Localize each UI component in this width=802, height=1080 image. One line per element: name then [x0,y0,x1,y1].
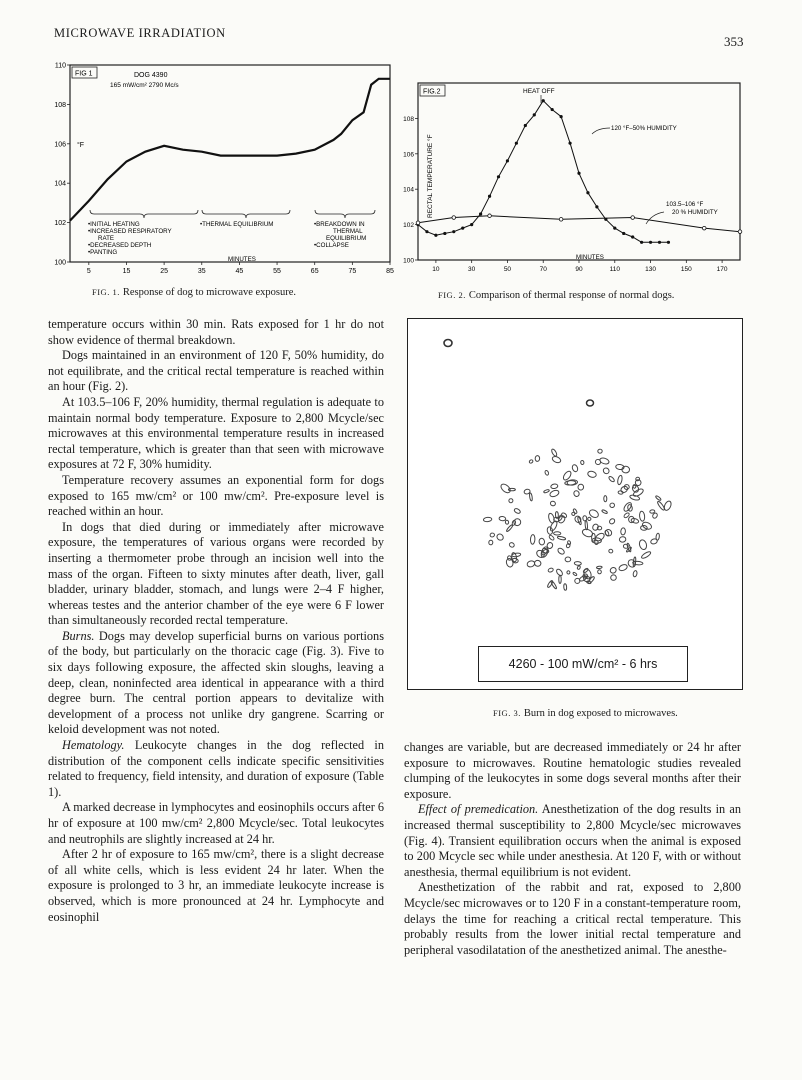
phase-initial-1: •INITIAL HEATING [88,221,140,228]
paragraph [404,802,741,880]
burn-spot [554,532,561,535]
burn-spot [585,520,588,530]
burn-spot [650,538,658,545]
paragraph-lead: Effect of premedication. [418,802,539,817]
fig2-point-1 [577,172,580,175]
fig2-x-tick-label: 150 [680,266,692,273]
burn-spot [573,490,580,497]
fig2-point-1 [434,234,437,237]
phase-breakdown-3: EQUILIBRIUM [326,235,367,242]
paragraph-lead: Burns. [62,628,95,643]
burn-spot [594,532,605,543]
burn-spot [544,470,549,476]
fig1-x-tick-label: 65 [310,268,319,275]
burn-spot [550,501,556,507]
fig3-caption-label: FIG. 3. [493,708,521,718]
fig2-point-1 [667,241,670,244]
fig2-point-1 [613,227,616,230]
fig2-point-2 [738,230,742,234]
fig2-y-tick-label: 104 [403,186,414,194]
burn-spot [555,568,563,576]
burn-spot [505,520,509,524]
fig1-y-tick-label: 106 [54,141,66,149]
paragraph [48,348,384,395]
fig1-x-tick-label: 15 [122,268,131,275]
fig1-x-tick-label: 5 [86,268,91,275]
fig1-x-tick-label: 85 [386,268,394,275]
fig2-point-1 [640,241,643,244]
burn-spot [609,566,617,574]
fig1-x-tick-label: 75 [348,268,357,275]
fig1-x-tick-label: 35 [197,268,206,275]
paragraph [404,740,741,802]
fig1-title-1: DOG 4390 [134,72,168,79]
burn-spot [633,570,638,577]
fig2-point-2 [416,221,420,225]
figure-1 [50,60,400,290]
phase-equilibrium: •THERMAL EQUILIBRIUM [200,221,274,228]
burn-spot [574,561,581,565]
burn-spot [638,539,647,550]
fig2-point-1 [524,124,527,127]
burn-spot [641,551,652,560]
burn-spot [547,526,554,535]
burn-spot [506,524,513,532]
figure-3-caption [493,708,678,719]
phase-breakdown-1: •BREAKDOWN IN [314,221,365,228]
figure-1-caption [92,287,296,298]
fig2-y-tick-label: 100 [403,257,414,265]
fig1-unit: °F [77,142,85,149]
paragraph [404,880,741,958]
burn-spot [608,549,613,554]
fig2-point-1 [586,191,589,194]
paragraph-text: In dogs that died during or immediately after microwave exposure, the temperatures of various organs were recorded by inserting a thermometer probe through an incision well into the mass of the organ. Fifteen to sixty minutes after death, liver, gall bladder, urinary bladder, stomach, and lungs were 2–4 F higher, whereas testes and the anterior chamber of the eye were 6 F lower than simultaneously recorded rectal temperature. [48,519,384,628]
fig1-title-2: 165 mW/cm² 2790 Mc/s [110,82,179,89]
phase-initial-4: •DECREASED DEPTH [88,242,152,249]
paragraph-text: Dogs may develop superficial burns on various portions of the body, but particularly on the thoracic cage (Fig. 3). Five to six days following exposure, the affected skin sloughs, leaving a deep, clean, noninfected area identical in appearance with a third degree burn. The central portion appears to devitalize with development of a process not unlike dry gangrene. Scarring or keloid development was not noted. [48,628,384,737]
burn-spot [619,536,626,542]
fig2-point-1 [443,232,446,235]
fig2-ylabel: RECTAL TEMPERATURE °F [427,134,434,218]
burn-spot [488,540,493,545]
fig2-point-1 [515,142,518,145]
fig2-point-1 [533,113,536,116]
burn-spot [577,484,584,491]
right-column [404,740,741,958]
paragraph [48,847,384,925]
figure-3-photo [407,318,743,690]
fig2-point-1 [461,227,464,230]
burn-spot [529,493,533,501]
burn-spot [483,517,492,522]
burn-spot [508,498,513,503]
fig1-y-tick-label: 100 [54,259,66,267]
fig1-y-tick-label: 110 [54,62,66,70]
figure-3-label: 4260 - 100 mW/cm² - 6 hrs [478,646,688,682]
burn-spot [566,543,571,548]
burn-spot [557,547,566,555]
fig2-tag: FIG.2 [423,88,441,96]
paragraph-text: temperature occurs within 30 min. Rats exposed for 1 hr do not show evidence of thermal breakdown. [48,317,384,347]
phase-breakdown-2: THERMAL [333,228,363,235]
fig1-y-tick-label: 104 [54,180,66,188]
burn-spot [608,476,615,483]
paragraph [48,629,384,738]
burn-spot [557,536,566,541]
burn-spot [530,534,535,544]
fig2-y-tick-label: 106 [403,151,414,159]
paragraph-text: Anesthetization of the rabbit and rat, exposed to 2,800 Mcycle/sec microwaves or to 120 F in a constant-temperature room, delays the time for reaching a critical rectal temperature. This probably results from the lower initial rectal temperature and peripheral vasodilatation of the anesthetized animal. The anesthe- [404,880,741,957]
phase-initial-2: •INCREASED RESPIRATORY [88,228,172,235]
burn-spot [608,518,615,525]
fig1-series-line [70,79,390,221]
fig2-heat-off: HEAT OFF [523,88,555,95]
fig2-point-1 [658,241,661,244]
figure-1-chart [50,60,400,285]
fig1-y-tick-label: 108 [54,101,66,109]
burn-spot [601,509,607,514]
burn-spot [639,511,645,521]
burn-spot [610,575,616,581]
paragraph [48,800,384,847]
paragraph-text: A marked decrease in lymphocytes and eosinophils occurs after 6 hr of exposure at 100 mw/cm² 2,800 Mcycle/sec. Total leukocytes and neutrophils are slightly increased at 24 hr. [48,800,385,846]
burn-spot [626,543,631,552]
burn-spot [565,557,571,562]
burn-spot [597,449,602,454]
paragraph [48,473,384,520]
page-number: 353 [724,34,744,49]
fig2-point-1 [488,195,491,198]
fig1-tag: FIG 1 [75,70,93,78]
burn-spot [655,495,661,501]
burn-spot [509,542,515,548]
burn-spot [580,460,584,464]
fig2-point-1 [506,159,509,162]
burn-spot [496,533,505,542]
fig1-x-tick-label: 45 [235,268,244,275]
burn-spot [620,485,629,494]
fig2-point-1 [425,230,428,233]
burn-spot [587,470,597,478]
figure-2-caption [438,290,674,301]
fig2-caption-text: Comparison of thermal response of normal dogs. [468,290,675,301]
burn-spot [565,480,576,485]
burn-spot [548,567,554,572]
fig1-caption-label: FIG. 1. [92,287,120,297]
burn-spot [650,510,655,514]
fig2-x-tick-label: 50 [503,266,512,273]
paragraph [48,395,384,473]
paragraph-text: Temperature recovery assumes an exponential form for dogs exposed to 165 mw/cm² or 100 mw/cm². Pre-exposure level is reached within an hour. [48,472,384,519]
burn-spot [543,489,549,493]
fig2-point-2 [488,214,492,218]
burn-spot [514,508,522,515]
figure-2 [398,78,748,288]
fig2-y-tick-label: 108 [403,115,414,123]
paragraph [48,317,384,348]
burn-spot [508,488,515,490]
fig2-point-1 [595,205,598,208]
burn-spot [559,575,561,583]
fig1-x-tick-label: 25 [160,268,169,275]
burn-spot [609,503,615,508]
burn-spot [618,563,628,571]
fig2-x-tick-label: 110 [609,266,620,273]
fig2-series1-label: 120 °F–50% HUMIDITY [611,125,677,132]
burn-spot [567,571,571,575]
fig2-point-1 [631,235,634,238]
fig2-point-2 [631,216,635,220]
fig2-point-2 [702,226,706,230]
fig2-series-line-2 [418,216,740,232]
fig2-x-tick-label: 30 [468,266,476,273]
fig2-x-tick-label: 170 [716,266,728,273]
phase-initial-3: RATE [98,235,115,242]
burn-spot [596,566,602,569]
burn-spot [548,535,554,541]
burn-spot [535,455,540,461]
burn-spot [551,448,558,457]
fig2-x-tick-label: 70 [539,266,547,273]
fig2-point-1 [542,99,545,102]
fig2-point-1 [551,108,554,111]
fig2-xlabel: MINUTES [576,254,604,261]
fig2-point-2 [559,217,563,221]
paragraph-text: changes are variable, but are decreased immediately or 24 hr after exposure to microwaves. Routine hematologic studies revealed clumping of the leukocytes in some dogs several months after their exposure. [404,740,741,801]
paragraph [48,738,384,800]
burn-spot [499,516,506,521]
paragraph-text: Dogs maintained in an environment of 120 F, 50% humidity, do not equilibrate, and the critical rectal temperature is reached within an hour (Fig. 2). [48,348,384,394]
fig2-x-tick-label: 90 [575,266,583,273]
burn-spot [529,459,534,464]
fig2-point-1 [649,241,652,244]
fig2-point-1 [622,232,625,235]
burn-spot [551,455,561,464]
burn-spot [539,538,545,545]
fig2-series-line-1 [418,101,668,243]
burn-spot [604,496,607,502]
fig2-point-1 [497,175,500,178]
fig2-series2-label-2: 20 % HUMIDITY [672,209,718,216]
running-title: MICROWAVE IRRADIATION [54,26,226,40]
fig2-y-tick-label: 102 [403,222,414,230]
burn-spot [499,482,511,494]
burn-spot [656,533,660,540]
burn-spot [549,489,560,498]
left-column [48,317,384,925]
fig1-caption-text: Response of dog to microwave exposure. [122,287,297,298]
burn-spot [490,533,495,538]
fig2-series2-label-1: 103.5–106 °F [666,201,704,208]
burn-spot [602,467,610,475]
fig2-point-1 [568,142,571,145]
burn-spot [571,464,578,473]
burn-spot [597,569,601,574]
burn-spot [621,528,626,535]
fig2-point-2 [452,216,456,220]
fig3-caption-text: Burn in dog exposed to microwaves. [523,708,678,719]
paragraph-text: After 2 hr of exposure to 165 mw/cm², there is a slight decrease of all white cells, which is less evident 24 hr later. When the exposure is prolonged to 3 hr, an immediate leukocyte increase is observed, which is more pronounced at 24 hr. Lymphocyte and eosinophil [48,847,384,924]
paragraph-text: Leukocyte changes in the dog reflected in distribution of the component cells indicate specific sensitivities related to frequency, field intensity, and duration of exposure (Table 1). [48,738,384,799]
paragraph-lead: Hematology. [62,738,125,753]
fig2-caption-label: FIG. 2. [438,290,466,300]
fig1-xlabel: MINUTES [228,256,256,263]
burn-spot [573,572,578,576]
phase-initial-5: •PANTING [88,249,118,256]
fig2-x-tick-label: 10 [432,266,440,273]
fig2-x-tick-label: 130 [645,266,656,273]
phase-breakdown-4: •COLLAPSE [314,242,349,249]
paragraph-text: At 103.5–106 F, 20% humidity, thermal regulation is adequate to maintain normal body temperature. Exposure to 2,800 Mcycle/sec microwaves at this environmental temperature results in increased rectal temperature, which is greater than that seen with microwave exposures at 72 F, 30% humidity. [48,394,384,472]
burn-spot [587,517,591,521]
burn-spot [617,475,623,485]
burn-spot [577,565,581,569]
burn-spot [550,484,558,490]
fig2-point-1 [560,115,563,118]
fig1-y-tick-label: 102 [54,220,66,228]
figure-2-chart [398,78,748,283]
fig2-point-1 [479,212,482,215]
paragraph [48,520,384,629]
paragraph-text: Anesthetization of the dog results in an increased thermal susceptibility to 2,800 Mcycle/sec microwaves (Fig. 4). Transient equilibration occurs when the animal is exposed to 200 Mcycle sec while under anesthesia. At 120 F, with or without anesthesia, thermal equilibrium is not evident. [404,802,741,879]
fig2-point-1 [470,223,473,226]
burn-spot [604,530,609,537]
fig2-point-1 [452,230,455,233]
burn-spot [564,584,567,591]
fig1-x-tick-label: 55 [273,268,281,275]
burn-image [408,319,742,639]
